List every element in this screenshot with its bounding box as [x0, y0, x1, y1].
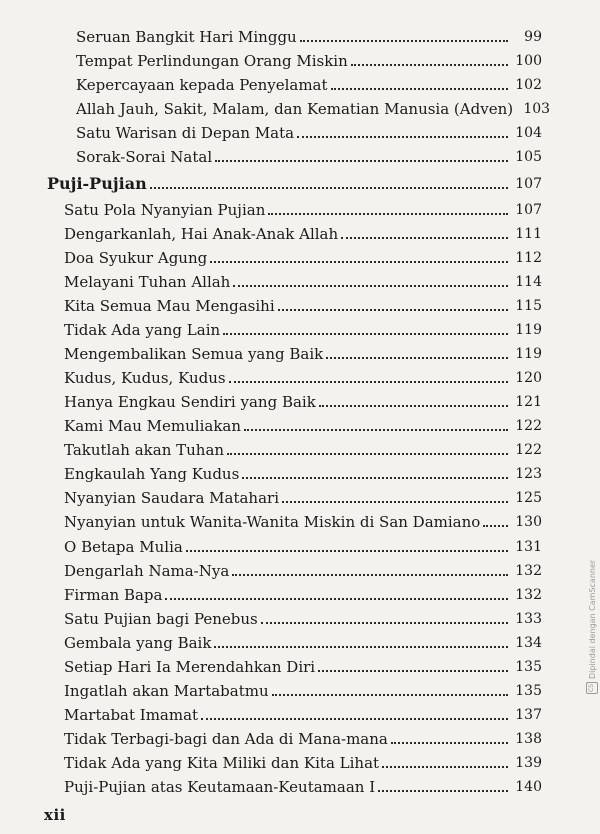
toc-entry: [64, 750, 542, 772]
toc-entry: [64, 389, 542, 411]
dot-leader: [351, 64, 508, 66]
toc-entry-title: Tidak Terbagi-bagi dan Ada di Mana-mana: [64, 730, 388, 748]
dot-leader: [378, 790, 508, 792]
toc-entry: [64, 606, 542, 628]
toc-page-number: 99: [524, 29, 542, 45]
toc-page-number: 120: [515, 370, 542, 386]
toc-page-number: 135: [515, 683, 542, 699]
toc-entry: [76, 48, 542, 70]
toc-entry-title: Tempat Perlindungan Orang Miskin: [76, 52, 348, 70]
toc-entry-title: Nyanyian untuk Wanita-Wanita Miskin di San Damiano: [64, 513, 481, 531]
toc-entry-title: Firman Bapa: [64, 586, 163, 604]
toc-entry: [64, 269, 542, 291]
toc-page-number: 103: [523, 101, 551, 117]
toc-entry-title: Satu Warisan di Depan Mata: [76, 124, 295, 142]
dot-leader: [297, 136, 508, 138]
toc-entry: [64, 293, 542, 315]
toc-entry-title: Doa Syukur Agung: [64, 249, 208, 267]
toc-page-number: 122: [515, 442, 542, 458]
toc-entry: [64, 654, 542, 676]
toc-entry: [76, 120, 542, 142]
toc-page-number: 138: [515, 731, 542, 747]
dot-leader: [210, 261, 508, 263]
toc-entry-title: Kepercayaan kepada Penyelamat: [76, 76, 328, 94]
toc-entry: [64, 678, 542, 700]
dot-leader: [300, 40, 508, 42]
toc-page-number: 122: [515, 418, 542, 434]
toc-page-number: 125: [515, 490, 542, 506]
toc-entry-title: Ingatlah akan Martabatmu: [64, 682, 269, 700]
toc-entry-title: Tidak Ada yang Kita Miliki dan Kita Lihat: [64, 754, 380, 772]
toc-page-number: 139: [515, 755, 542, 771]
dot-leader: [391, 742, 508, 744]
toc-page-number: 104: [515, 125, 542, 141]
toc-page-number: 131: [515, 539, 542, 555]
toc-entry-title: Dengarlah Nama-Nya: [64, 562, 230, 580]
toc-entry: [64, 437, 542, 459]
toc-entry: [64, 509, 542, 531]
dot-leader: [201, 718, 508, 720]
toc-entry-title: Satu Pujian bagi Penebus: [64, 610, 258, 628]
toc-page-number: 111: [515, 226, 542, 242]
toc-page-number: 132: [515, 563, 542, 579]
toc-entry-title: Puji-Pujian atas Keutamaan-Keutamaan I: [64, 778, 376, 796]
toc-entry-title: Gembala yang Baik: [64, 634, 212, 652]
toc-page-number: 115: [515, 298, 542, 314]
camscanner-logo: CS: [586, 682, 598, 694]
dot-leader: [331, 88, 508, 90]
toc-entry: [64, 774, 542, 796]
toc-entry: [64, 726, 542, 748]
dot-leader: [282, 501, 508, 503]
toc-entry-title: Mengembalikan Semua yang Baik: [64, 345, 324, 363]
toc-page-number: 105: [515, 149, 542, 165]
toc-entry: [64, 582, 542, 604]
toc-entry: [64, 461, 542, 483]
dot-leader: [227, 453, 508, 455]
toc-entry-title: Nyanyian Saudara Matahari: [64, 489, 279, 507]
toc-entry-title: Sorak-Sorai Natal: [76, 148, 213, 166]
toc-page-number: 135: [515, 659, 542, 675]
dot-leader: [326, 357, 508, 359]
dot-leader: [341, 237, 508, 239]
dot-leader: [261, 622, 508, 624]
page-number: xii: [44, 806, 66, 824]
dot-leader: [318, 670, 508, 672]
toc-entry: [64, 221, 542, 243]
toc-entry: [64, 485, 542, 507]
toc-page-number: 123: [515, 466, 542, 482]
toc-entry-title: Kita Semua Mau Mengasihi: [64, 297, 275, 315]
toc-page-number: 119: [515, 346, 542, 362]
toc-entry: [64, 365, 542, 387]
toc-page-number: 114: [515, 274, 542, 290]
toc-entry-title: Tidak Ada yang Lain: [64, 321, 221, 339]
toc-entry-title: Setiap Hari Ia Merendahkan Diri: [64, 658, 316, 676]
dot-leader: [242, 477, 508, 479]
toc-page-number: 112: [515, 250, 542, 266]
dot-leader: [214, 646, 508, 648]
dot-leader: [244, 429, 508, 431]
toc-entry-title: Satu Pola Nyanyian Pujian: [64, 201, 266, 219]
dot-leader: [272, 694, 508, 696]
dot-leader: [150, 187, 508, 189]
dot-leader: [278, 309, 508, 311]
toc-page-number: 134: [515, 635, 542, 651]
toc-entry: [76, 24, 542, 46]
dot-leader: [165, 598, 508, 600]
toc-entry: [64, 341, 542, 363]
toc-entry: [76, 144, 542, 166]
toc-entry: [64, 317, 542, 339]
toc-entry-title: Puji-Pujian: [47, 174, 147, 193]
toc-entry-title: Melayani Tuhan Allah: [64, 273, 231, 291]
toc-page-number: 140: [515, 779, 542, 795]
dot-leader: [382, 766, 508, 768]
toc-entry: [64, 413, 542, 435]
toc-entry-title: Martabat Imamat: [64, 706, 199, 724]
toc-entry: [64, 702, 542, 724]
dot-leader: [268, 213, 508, 215]
toc-page-number: 107: [515, 176, 542, 192]
toc-entry-title: Allah Jauh, Sakit, Malam, dan Kematian Manusia (Adven): [76, 100, 514, 118]
toc-page-number: 107: [515, 202, 542, 218]
toc-page-number: 137: [515, 707, 542, 723]
toc-entry: [76, 96, 551, 118]
dot-leader: [483, 525, 508, 527]
toc-page-number: 133: [515, 611, 542, 627]
toc-entry-title: Kami Mau Memuliakan: [64, 417, 242, 435]
toc-entry: [64, 197, 542, 219]
toc-entry-title: Kudus, Kudus, Kudus: [64, 369, 226, 387]
toc-entry: [64, 630, 542, 652]
dot-leader: [232, 574, 508, 576]
toc-entry: [64, 558, 542, 580]
toc-entry-title: O Betapa Mulia: [64, 538, 183, 556]
dot-leader: [215, 160, 508, 162]
toc-section-heading: [47, 171, 542, 193]
toc-entry: [76, 72, 542, 94]
dot-leader: [229, 381, 508, 383]
dot-leader: [186, 550, 508, 552]
toc-page-number: 100: [515, 53, 542, 69]
toc-entry-title: Takutlah akan Tuhan: [64, 441, 225, 459]
toc-entry-title: Dengarkanlah, Hai Anak-Anak Allah: [64, 225, 339, 243]
toc-page-number: 132: [515, 587, 542, 603]
toc-entry-title: Seruan Bangkit Hari Minggu: [76, 28, 297, 46]
toc-entry-title: Hanya Engkau Sendiri yang Baik: [64, 393, 316, 411]
toc-entry-title: Engkaulah Yang Kudus: [64, 465, 240, 483]
toc-page-number: 119: [515, 322, 542, 338]
toc-page-number: 121: [515, 394, 542, 410]
dot-leader: [223, 333, 508, 335]
toc-page-number: 130: [515, 514, 542, 530]
watermark-text: Dipindai dengan CamScanner: [587, 559, 597, 679]
toc-page-number: 102: [515, 77, 542, 93]
toc-entry: [64, 534, 542, 556]
dot-leader: [319, 405, 508, 407]
camscanner-watermark: [586, 560, 598, 694]
toc-entry: [64, 245, 542, 267]
dot-leader: [233, 285, 508, 287]
